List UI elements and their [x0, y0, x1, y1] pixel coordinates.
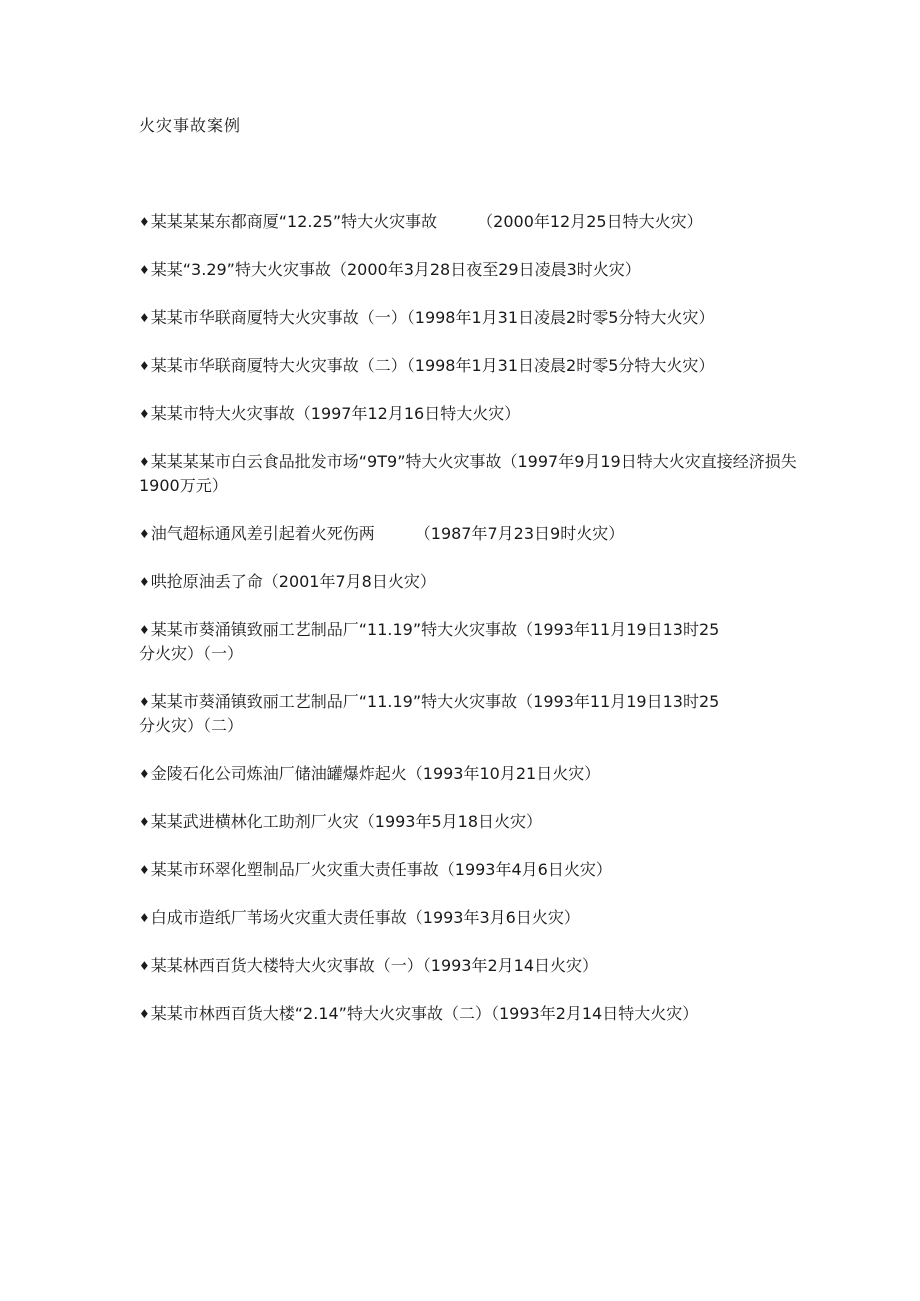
diamond-bullet-icon: ♦ — [139, 359, 150, 373]
diamond-bullet-icon: ♦ — [139, 911, 150, 925]
list-item: ♦某某市华联商厦特大火灾事故（二）（1998年1月31日凌晨2时零5分特大火灾） — [139, 356, 715, 375]
diamond-bullet-icon: ♦ — [139, 263, 150, 277]
list-item: ♦某某市葵涌镇致丽工艺制品厂“11.19”特大火灾事故（1993年11月19日13时25分火灾）（一） — [139, 620, 720, 663]
list-item: ♦某某市林西百货大楼“2.14”特大火灾事故（二）（1993年2月14日特大火灾） — [139, 1004, 699, 1023]
diamond-bullet-icon: ♦ — [139, 311, 150, 325]
list-item: ♦白成市造纸厂苇场火灾重大责任事故（1993年3月6日火灾） — [139, 908, 580, 927]
diamond-bullet-icon: ♦ — [139, 407, 150, 421]
case-list — [139, 210, 799, 1050]
diamond-bullet-icon: ♦ — [139, 575, 150, 589]
list-item: ♦某某某某东都商厦“12.25”特大火灾事故 （2000年12月25日特大火灾） — [139, 212, 703, 231]
list-item: ♦油气超标通风差引起着火死伤两 （1987年7月23日9时火灾） — [139, 524, 625, 543]
list-item: ♦金陵石化公司炼油厂储油罐爆炸起火（1993年10月21日火灾） — [139, 764, 601, 783]
diamond-bullet-icon: ♦ — [139, 863, 150, 877]
diamond-bullet-icon: ♦ — [139, 527, 150, 541]
list-item: ♦哄抢原油丢了命（2001年7月8日火灾） — [139, 572, 436, 591]
diamond-bullet-icon: ♦ — [139, 455, 150, 469]
list-item: ♦某某市葵涌镇致丽工艺制品厂“11.19”特大火灾事故（1993年11月19日13时25分火灾）（二） — [139, 692, 720, 735]
diamond-bullet-icon: ♦ — [139, 695, 150, 709]
list-item: ♦某某某某市白云食品批发市场“9T9”特大火灾事故（1997年9月19日特大火灾直接经济损失1900万元） — [139, 452, 797, 495]
diamond-bullet-icon: ♦ — [139, 815, 150, 829]
diamond-bullet-icon: ♦ — [139, 767, 150, 781]
list-item: ♦某某武进横林化工助剂厂火灾（1993年5月18日火灾） — [139, 812, 543, 831]
diamond-bullet-icon: ♦ — [139, 1007, 150, 1021]
diamond-bullet-icon: ♦ — [139, 215, 150, 229]
diamond-bullet-icon: ♦ — [139, 959, 150, 973]
list-item: ♦某某林西百货大楼特大火灾事故（一）（1993年2月14日火灾） — [139, 956, 599, 975]
list-item: ♦某某“3.29”特大火灾事故（2000年3月28日夜至29日凌晨3时火灾） — [139, 260, 641, 279]
page-title: 火灾事故案例 — [139, 116, 242, 135]
list-item: ♦某某市环翠化塑制品厂火灾重大责任事故（1993年4月6日火灾） — [139, 860, 612, 879]
list-item: ♦某某市华联商厦特大火灾事故（一）（1998年1月31日凌晨2时零5分特大火灾） — [139, 308, 715, 327]
list-item: ♦某某市特大火灾事故（1997年12月16日特大火灾） — [139, 404, 521, 423]
diamond-bullet-icon: ♦ — [139, 623, 150, 637]
